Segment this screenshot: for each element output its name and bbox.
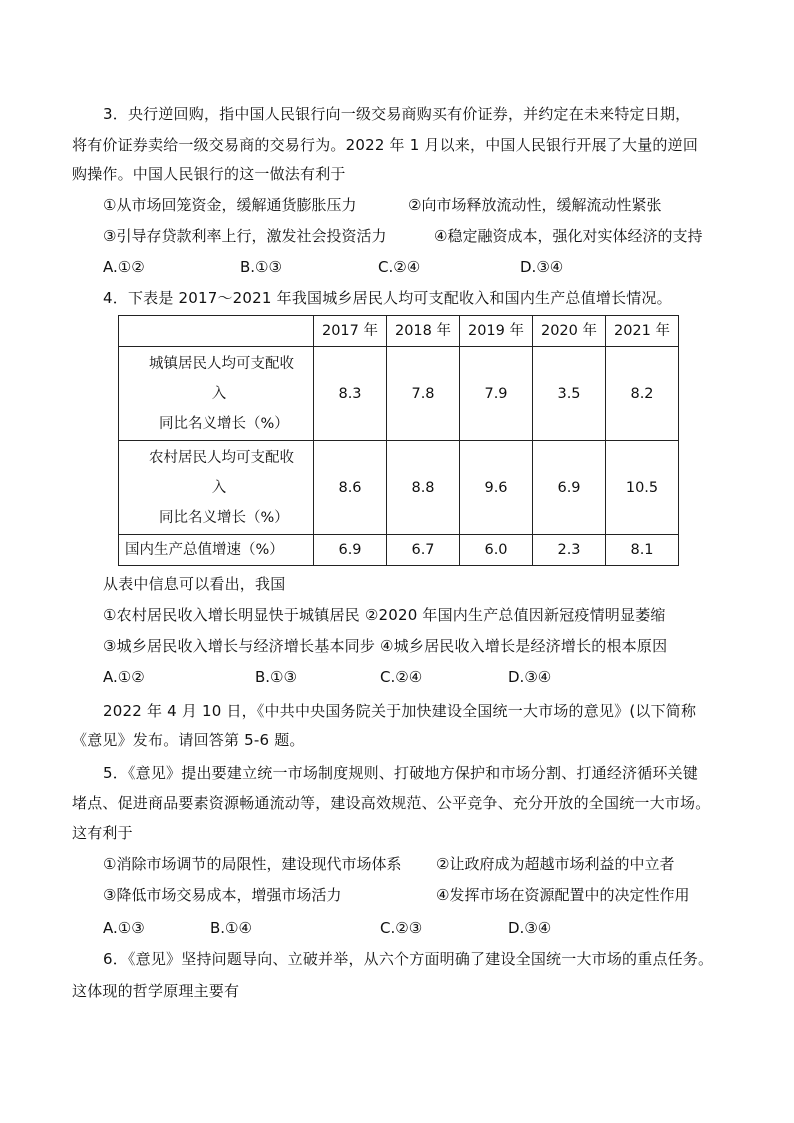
table-row-label [119,441,314,535]
q5-option-b: B.①④ [210,919,252,937]
q4-option-d: D.③④ [508,668,552,686]
q5-item-1: ①消除市场调节的局限性，建设现代市场体系 [103,855,402,873]
row-label-line: 农村居民人均可支配收 [149,449,294,466]
row-label-line: 城镇居民人均可支配收 [149,355,294,372]
row-label-line: 同比名义增长（%） [159,415,289,432]
q4-option-c: C.②④ [380,668,423,686]
intro-line-2: 《意见》发布。请回答第 5-6 题。 [72,731,305,749]
table-cell: 6.0 [460,535,533,566]
q5-stem-line-3: 这有利于 [72,824,133,842]
q3-option-d: D.③④ [520,258,564,276]
row-label-line: 同比名义增长（%） [159,509,289,526]
q5-option-d: D.③④ [508,919,552,937]
table-cell: 3.5 [533,347,606,441]
table-cell: 8.6 [314,441,387,535]
table-year-header: 2020 年 [533,316,606,347]
table-corner-cell [119,316,314,347]
q3-item-1: ①从市场回笼资金，缓解通货膨胀压力 [103,196,357,214]
q4-stem: 4．下表是 2017～2021 年我国城乡居民人均可支配收入和国内生产总值增长情况。 [103,289,672,307]
q3-option-b: B.①③ [240,258,282,276]
table-cell: 8.8 [387,441,460,535]
q3-item-3: ③引导存贷款利率上行，激发社会投资活力 [103,227,387,245]
q4-items-line-1: ①农村居民收入增长明显快于城镇居民 ②2020 年国内生产总值因新冠疫情明显萎缩 [103,606,666,624]
row-label-line: 入 [211,385,227,402]
q5-item-3: ③降低市场交易成本，增强市场活力 [103,886,342,904]
table-cell: 6.9 [533,441,606,535]
table-year-header: 2019 年 [460,316,533,347]
table-year-header: 2018 年 [387,316,460,347]
intro-line-1: 2022 年 4 月 10 日，《中共中央国务院关于加快建设全国统一大市场的意见》(以下简称 [103,702,697,720]
q5-option-a: A.①③ [103,919,145,937]
table-cell: 6.7 [387,535,460,566]
q5-item-4: ④发挥市场在资源配置中的决定性作用 [436,886,690,904]
q3-stem-line-2: 将有价证券卖给一级交易商的交易行为。2022 年 1 月以来，中国人民银行开展了大量的逆回 [72,136,699,154]
q3-option-c: C.②④ [378,258,421,276]
table-cell: 8.1 [606,535,679,566]
table-row-label [119,347,314,441]
q3-item-2: ②向市场释放流动性，缓解流动性紧张 [408,196,662,214]
table-cell: 7.9 [460,347,533,441]
table-row-label [119,535,314,566]
q6-stem-line-1: 6．《意见》坚持问题导向、立破并举，从六个方面明确了建设全国统一大市场的重点任务。 [103,950,714,968]
table-row-rural [119,441,679,535]
table-row-gdp [119,535,679,566]
q3-option-a: A.①② [103,258,145,276]
table-year-header: 2021 年 [606,316,679,347]
q5-item-2: ②让政府成为超越市场利益的中立者 [436,855,675,873]
income-gdp-table [118,315,679,566]
table-header-row [119,316,679,347]
q4-items-line-2: ③城乡居民收入增长与经济增长基本同步 ④城乡居民收入增长是经济增长的根本原因 [103,637,668,655]
q5-stem-line-2: 堵点、促进商品要素资源畅通流动等，建设高效规范、公平竞争、充分开放的全国统一大市场。 [72,794,711,812]
table-cell: 7.8 [387,347,460,441]
table-cell: 8.2 [606,347,679,441]
q5-stem-line-1: 5．《意见》提出要建立统一市场制度规则、打破地方保护和市场分割、打通经济循环关键 [103,764,699,782]
q5-option-c: C.②③ [380,919,423,937]
table-cell: 8.3 [314,347,387,441]
table-cell: 6.9 [314,535,387,566]
q3-stem-line-1: 3．央行逆回购，指中国人民银行向一级交易商购买有价证券，并约定在未来特定日期， [103,105,691,123]
row-label-line: 入 [211,479,227,496]
row-label-line: 国内生产总值增速（%） [125,542,284,558]
q6-stem-line-2: 这体现的哲学原理主要有 [72,982,240,1000]
table-row-urban [119,347,679,441]
q4-option-a: A.①② [103,668,145,686]
table-cell: 2.3 [533,535,606,566]
q4-option-b: B.①③ [255,668,297,686]
q3-stem-line-3: 购操作。中国人民银行的这一做法有利于 [72,165,346,183]
q3-item-4: ④稳定融资成本，强化对实体经济的支持 [434,227,703,245]
table-cell: 10.5 [606,441,679,535]
table-cell: 9.6 [460,441,533,535]
table-year-header: 2017 年 [314,316,387,347]
q4-lead: 从表中信息可以看出，我国 [103,575,286,593]
